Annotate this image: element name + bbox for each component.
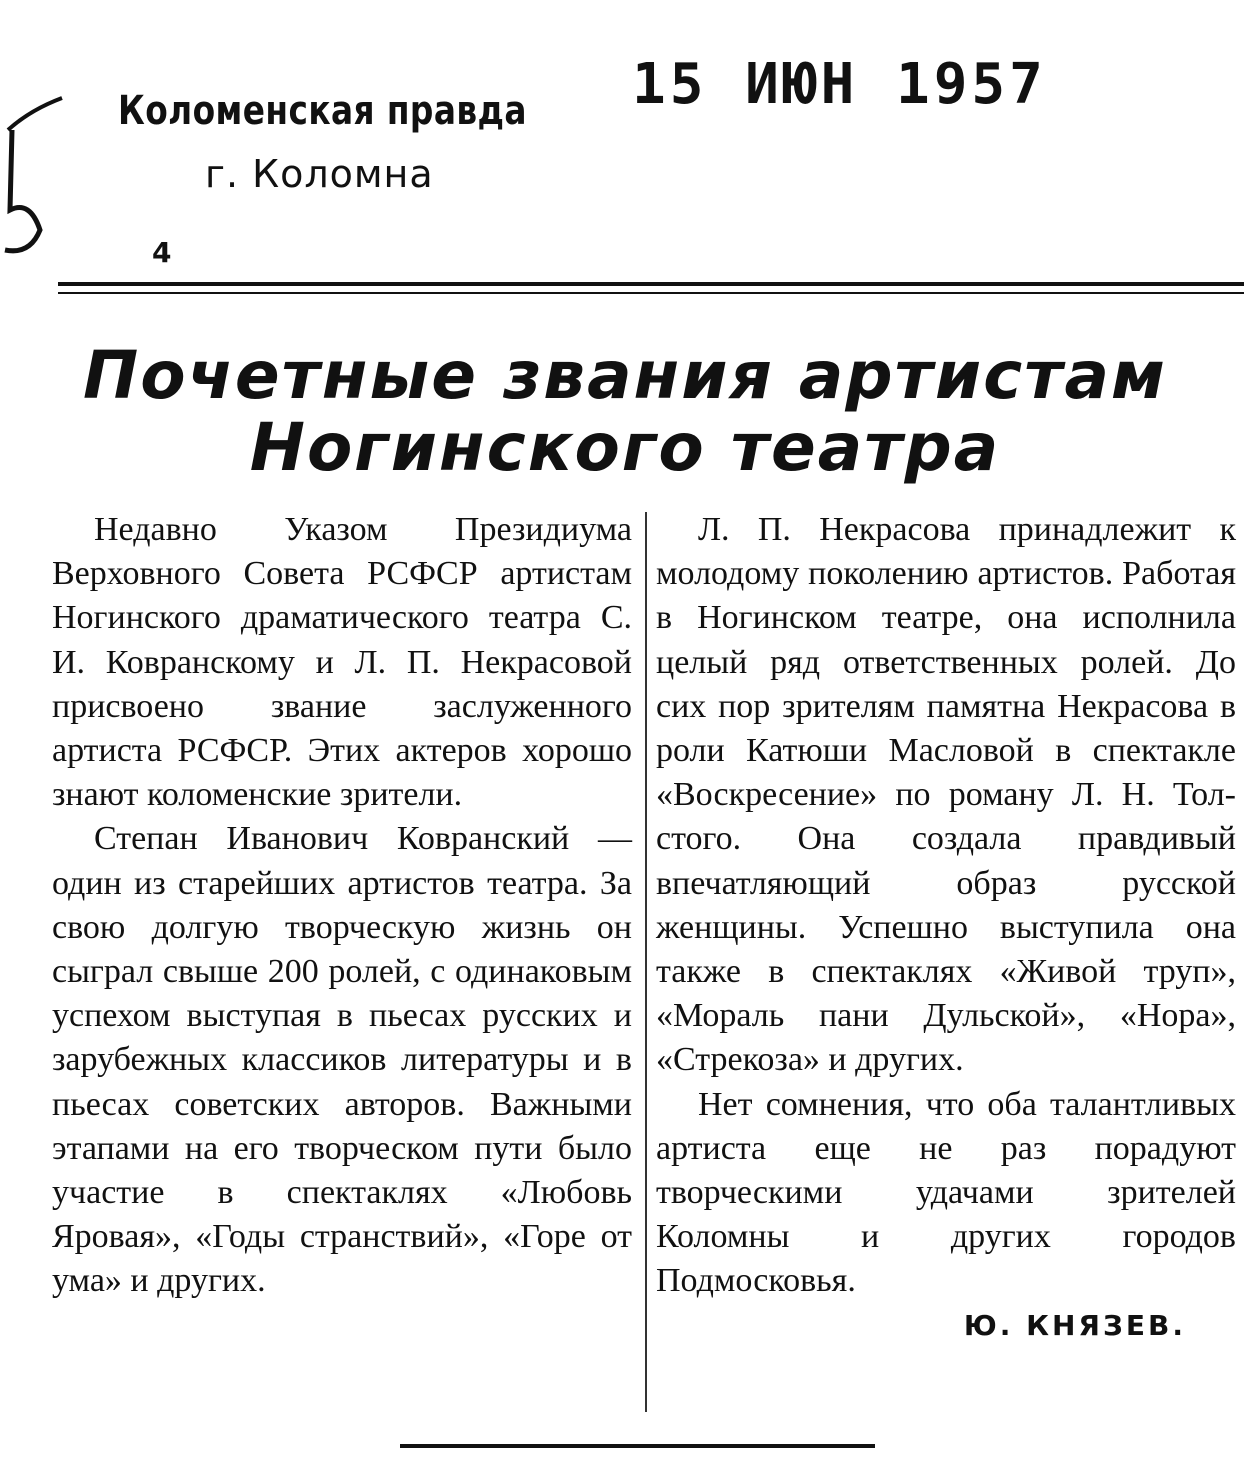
paragraph: Недавно Указом Президиума Верховного Совета РСФСР артистам Ногинского драматического театра С. И. Ковранскому и Л. П. Некрасовой присвоено звание заслуженного артиста РСФСР. Этих актеров хорошо знают коломенские зрители. [52, 511, 632, 814]
column-divider [645, 512, 647, 1412]
headline-line-1: Почетные звания артистам [83, 337, 1167, 414]
headline-line-2: Ногинского театра [249, 409, 1001, 486]
article-end-rule [400, 1444, 875, 1448]
paragraph: Степан Иванович Ковранский —один из старейших артистов театра. За свою долгую творческую жизнь он сыграл свыше 200 ролей, с одинаковым успехом выступая в пьесах русских и зарубежных классиков литературы и в пьесах советских авторов. Важными этапами на его творческом пути было участие в спектаклях «Любовь Яровая», «Годы странствий», «Горе от ума» и других. [52, 820, 632, 1300]
handwritten-margin-mark [0, 90, 70, 260]
date-stamp: 15 ИЮН 1957 [632, 52, 1047, 117]
newspaper-source-stamp: Коломенская правда [118, 88, 527, 134]
header-rule-thick [58, 282, 1244, 286]
paragraph: Л. П. Некрасова принадлежит к молодому поколению артистов. Работая в Ногинском театре, она исполнила целый ряд ответственных ролей. До сих пор зрителям памятна Некрасова в роли Катюши Масловой в спектакле «Воскресение» по роману Л. Н. Толстого. Она создала правдивый впечатляющий образ русской женщины. Успешно выступила она также в спектаклях «Живой труп», «Мораль пани Дульской», «Нора», «Стрекоза» и других. [656, 511, 1236, 1079]
article-column-left [52, 508, 632, 1304]
city-stamp: г. Коломна [205, 152, 434, 196]
paragraph: Нет сомнения, что оба талантливых артиста еще не раз порадуют творческими удачами зрителей Коломны и других городов Подмосковья. [656, 1085, 1236, 1300]
article-author: Ю. КНЯЗЕВ. [963, 1308, 1186, 1342]
article-headline [60, 337, 1190, 486]
article-column-right [656, 508, 1236, 1348]
header-rule-thin [58, 292, 1244, 294]
page-number: 4 [152, 236, 172, 269]
